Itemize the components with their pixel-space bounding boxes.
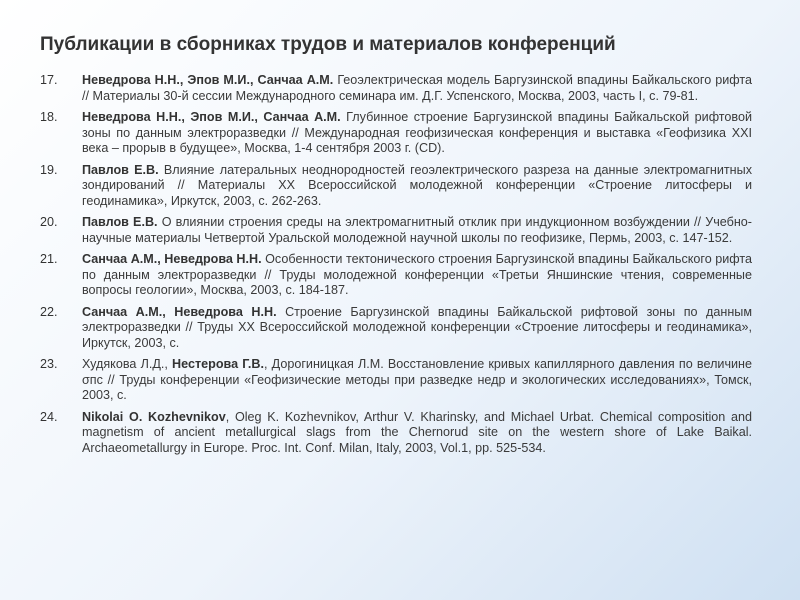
item-authors-prefix: Худякова Л.Д., [82, 357, 173, 371]
item-authors: Санчаа А.М., Неведрова Н.Н. [82, 304, 277, 319]
item-text [82, 110, 752, 157]
item-details: О влиянии строения среды на электромагнитный отклик при индукционном возбуждении // Учебно-научные материалы Четвертой Уральской молодежной научной школы по геофизике, Пермь, 2003, с. 147-152. [82, 215, 752, 245]
item-details: , Дорогиницкая Л.М. Восстановление кривых капиллярного давления по величине σпс // Труды конференции «Геофизические методы при разведке недр и экологических исследованиях», Томск, 2003, с. [82, 357, 753, 402]
item-number: 18. [40, 110, 58, 124]
item-details: Особенности тектонического строения Баргузинской впадины Байкальского рифта по данным электроразведки // Труды молодежной конференции «Третьи Яншинские чтения, современные вопросы геологии», Москва, 2003, с. 184-187. [82, 252, 752, 297]
list-item [40, 73, 752, 104]
item-text [82, 357, 752, 404]
item-authors: Санчаа А.М., Неведрова Н.Н. [82, 252, 262, 266]
item-number: 17. [40, 73, 58, 87]
item-text [82, 215, 752, 246]
list-item [40, 305, 752, 352]
item-authors: Неведрова Н.Н., Эпов М.И., Санчаа А.М. [82, 110, 341, 124]
page-title: Публикации в сборниках трудов и материалов конференций [40, 34, 616, 55]
item-details: Строение Баргузинской впадины Байкальской рифтовой зоны по данным электроразведки // Труды XX Всероссийской молодежной конференции «Строение литосферы и геодинамика», Иркутск, 2003, с. [82, 304, 752, 350]
item-number: 21. [40, 252, 58, 266]
list-item [40, 215, 752, 246]
item-details: , Oleg K. Kozhevnikov, Arthur V. Kharinsky, and Michael Urbat. Chemical composition and magnetism of ancient metallurgical slags from the Chernorud site on the western shore of Lake Baikal. Archaeometallurgy in Europe. Proc. Int. Conf. Milan, Italy, 2003, Vol.1, pp. 525-534. [82, 409, 752, 455]
item-authors: Павлов Е.В. [82, 215, 158, 229]
list-item [40, 163, 752, 210]
item-authors: Нестерова Г.В. [172, 357, 264, 371]
item-text [82, 305, 752, 352]
item-number: 22. [40, 304, 58, 319]
item-text [82, 163, 752, 210]
item-number: 19. [40, 162, 58, 177]
list-item [40, 252, 752, 299]
list-item [40, 357, 752, 404]
reference-list [40, 73, 752, 462]
list-item [40, 410, 752, 457]
item-text [82, 252, 752, 299]
item-number: 23. [40, 357, 58, 371]
item-details: Геоэлектрическая модель Баргузинской впадины Байкальского рифта // Материалы 30-й сессии Международного семинара им. Д.Г. Успенского, Москва, 2003, часть I, с. 79-81. [82, 73, 752, 103]
item-authors: Nikolai O. Kozhevnikov [82, 409, 226, 424]
item-text [82, 73, 752, 104]
item-details: Влияние латеральных неоднородностей геоэлектрического разреза на данные электромагнитных зондирований // Материалы XX Всероссийской молодежной конференции «Строение литосферы и геодинамика», Иркутск, 2003, с. 262-263. [82, 162, 752, 208]
item-authors: Павлов Е.В. [82, 162, 159, 177]
item-number: 24. [40, 409, 58, 424]
item-authors: Неведрова Н.Н., Эпов М.И., Санчаа А.М. [82, 73, 334, 87]
list-item [40, 110, 752, 157]
item-number: 20. [40, 215, 58, 229]
item-text [82, 410, 752, 457]
item-details: Глубинное строение Баргузинской впадины Байкальской рифтовой зоны по данным электроразведки // Международная геофизическая конференция и выставка «Геофизика XXI века – прорыв в будущее», Москва, 1-4 сентября 2003 г. (CD). [82, 110, 753, 155]
